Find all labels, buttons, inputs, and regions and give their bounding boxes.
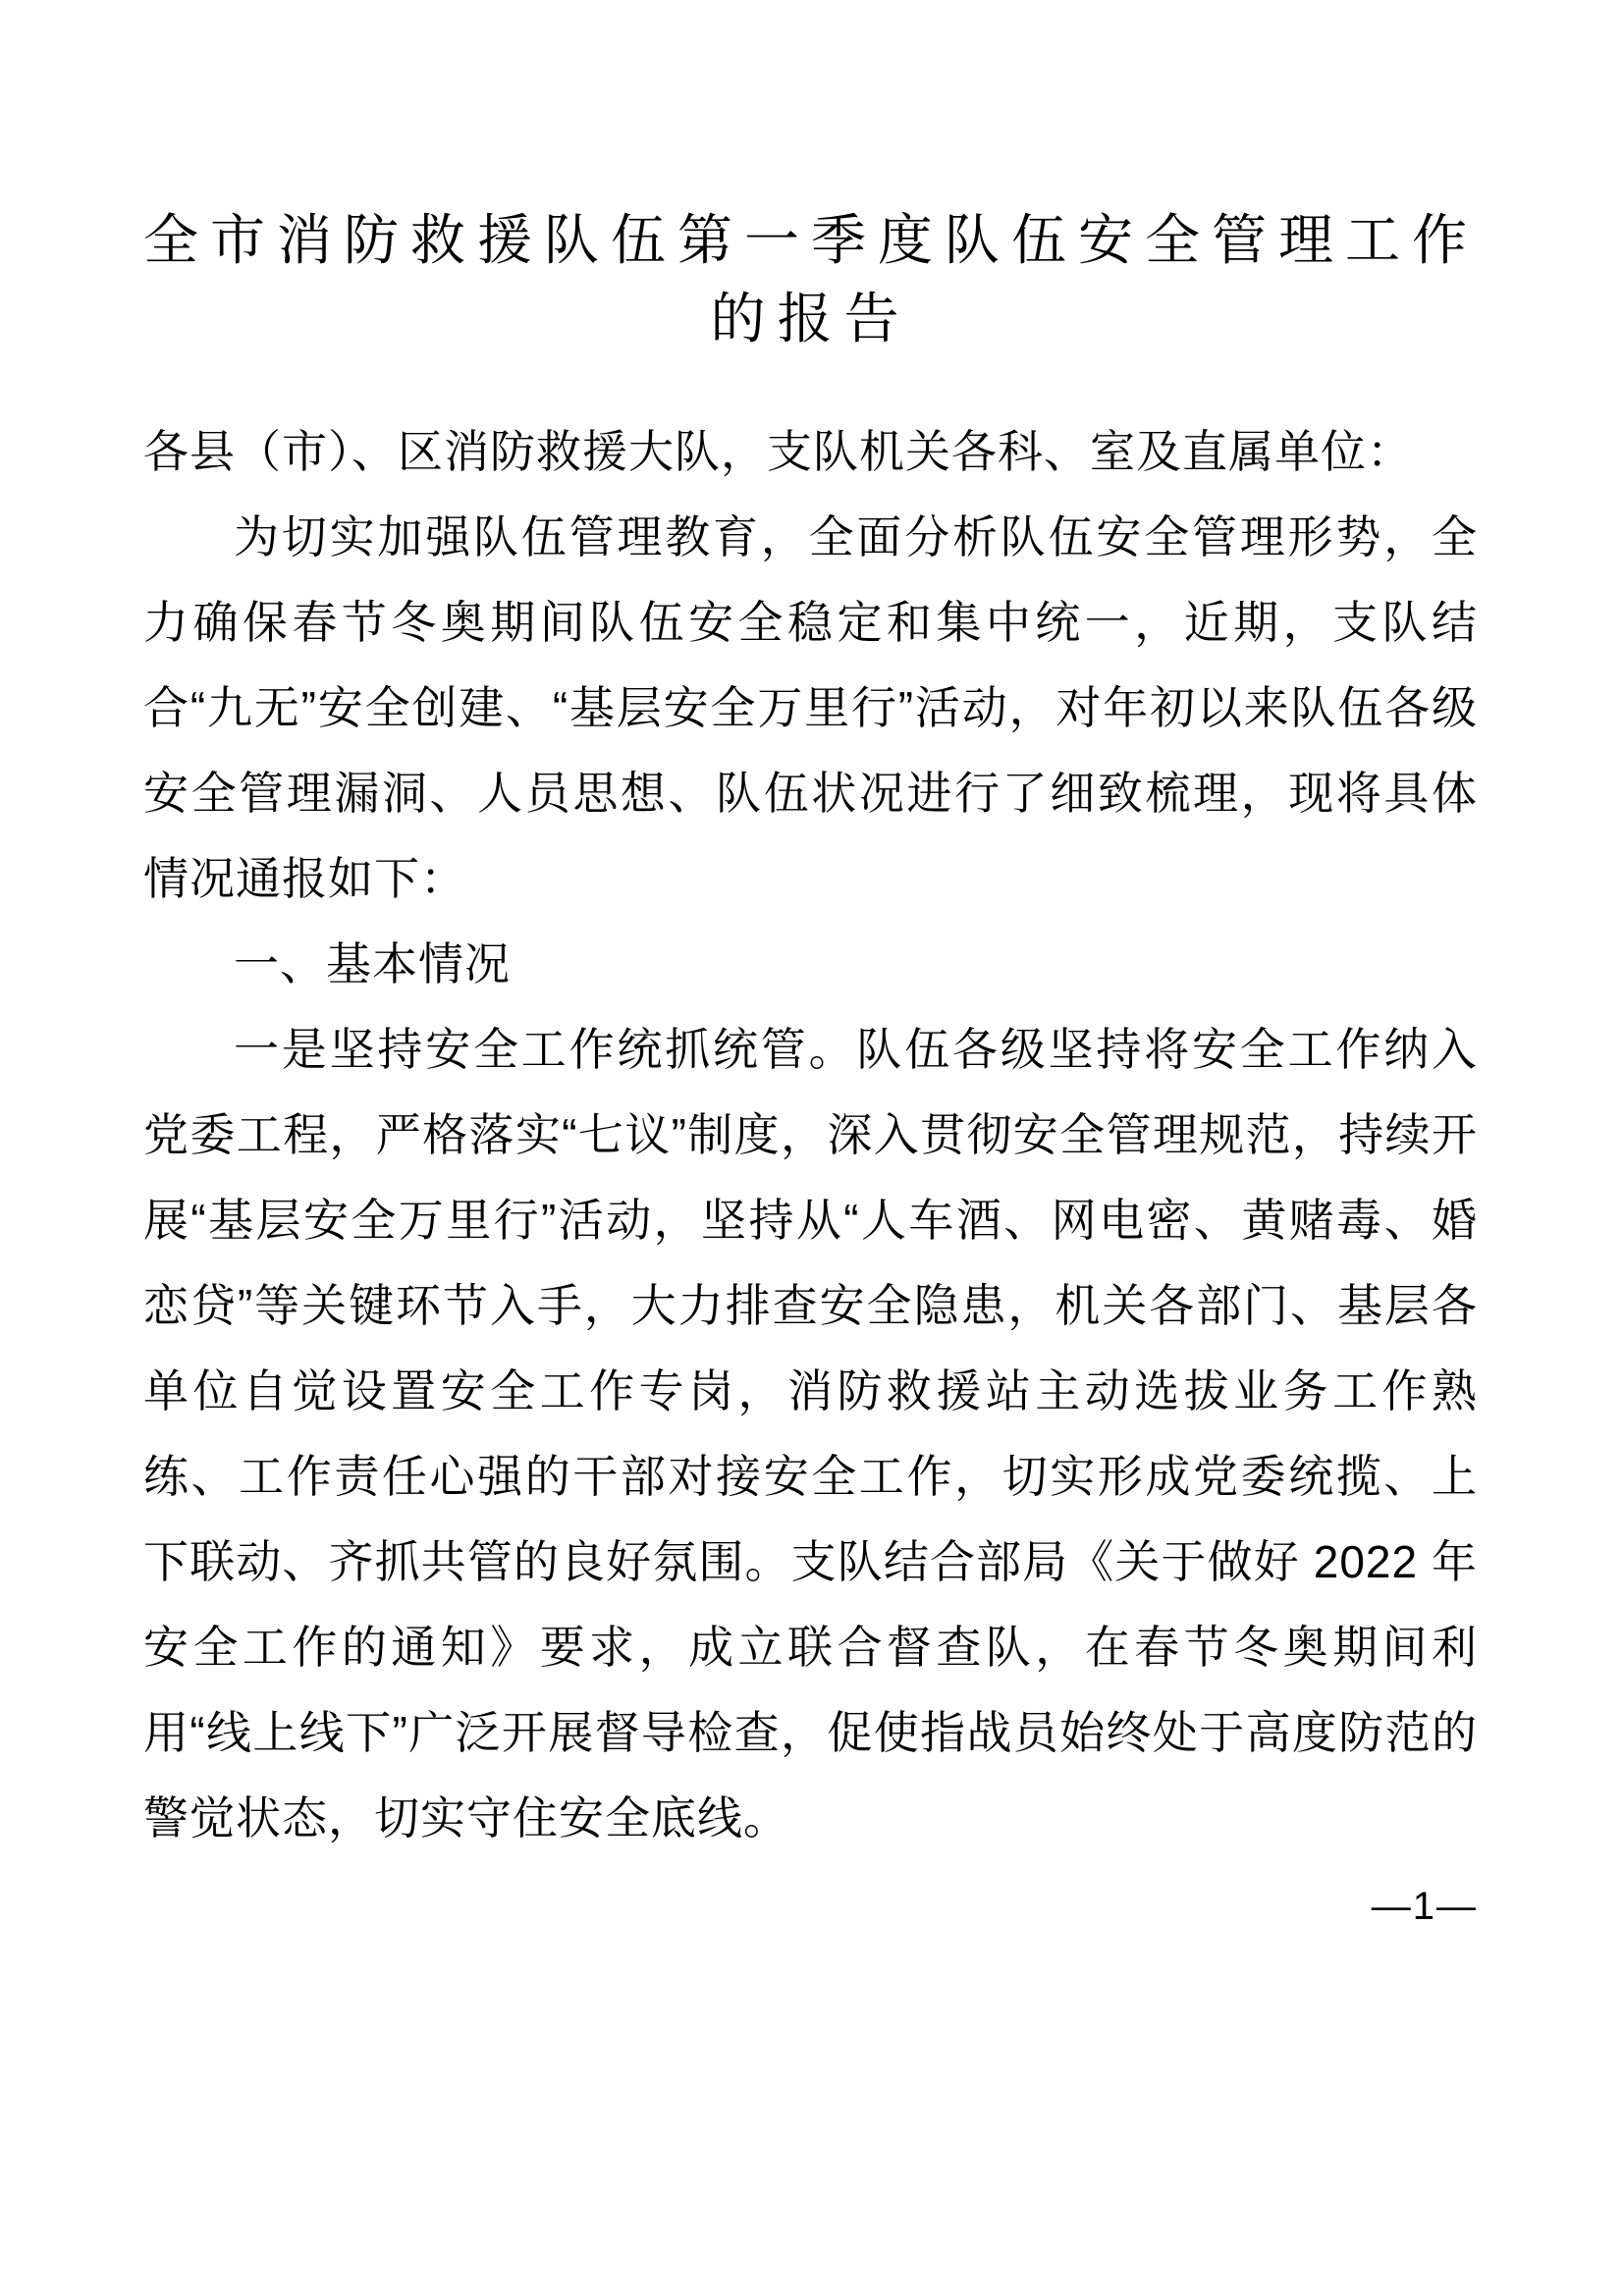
- document-title-line-1: 全市消防救援队伍第一季度队伍安全管理工作: [143, 209, 1479, 271]
- salutation-line: 各县（市）、区消防救援大队，支队机关各科、室及直属单位：: [143, 426, 1413, 477]
- document-title: [143, 201, 1478, 358]
- document-body: [143, 409, 1478, 1861]
- page-number: —1—: [1371, 1885, 1478, 1928]
- section-heading-basic-situation: 一、基本情况: [234, 938, 511, 989]
- document-title-line-2: 的报告: [710, 288, 911, 349]
- paragraph-section-one: 一是坚持安全工作统抓统管。队伍各级坚持将安全工作纳入党委工程，严格落实“七议”制度，深入贯彻安全管理规范，持续开展“基层安全万里行”活动，坚持从“人车酒、网电密、黄赌毒、婚恋贷”等关键环节入手，大力排查安全隐患，机关各部门、基层各单位自觉设置安全工作专岗，消防救援站主动选拔业务工作熟练、工作责任心强的干部对接安全工作，切实形成党委统揽、上下联动、齐抓共管的良好氛围。支队结合部局《关于做好 2022 年安全工作的通知》要求，成立联合督查队，在春节冬奥期间利用“线上线下”广泛开展督导检查，促使指战员始终处于高度防范的警觉状态，切实守住安全底线。: [143, 1024, 1478, 1843]
- paragraph-intro: 为切实加强队伍管理教育，全面分析队伍安全管理形势，全力确保春节冬奥期间队伍安全稳定和集中统一，近期，支队结合“九无”安全创建、“基层安全万里行”活动，对年初以来队伍各级安全管理漏洞、人员思想、队伍状况进行了细致梳理，现将具体情况通报如下：: [143, 511, 1478, 904]
